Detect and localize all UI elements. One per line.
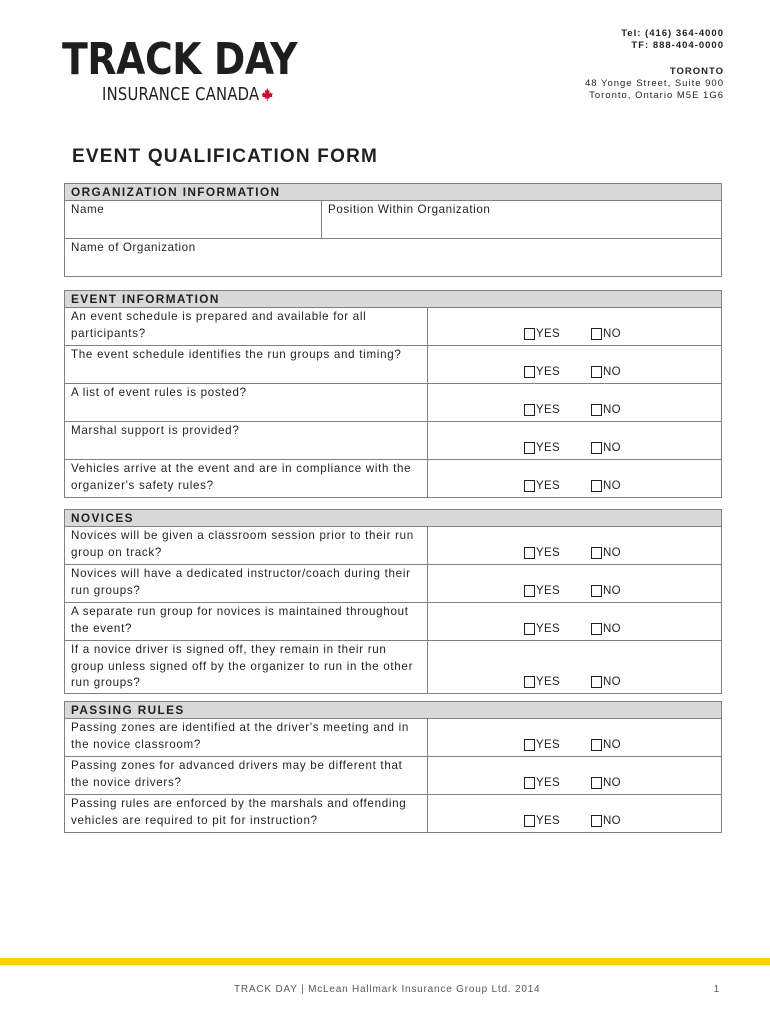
- yes-label: YES: [536, 547, 560, 559]
- phone-number: Tel: (416) 364-4000: [621, 28, 724, 39]
- no-option[interactable]: [591, 777, 621, 789]
- answer-cell: [428, 308, 722, 346]
- answer-cell: [428, 384, 722, 422]
- address-line-2: Toronto, Ontario M5E 1G6: [589, 90, 724, 101]
- answer-cell: [428, 795, 722, 833]
- question-row: [65, 308, 722, 346]
- yes-label: YES: [536, 739, 560, 751]
- yes-option[interactable]: [524, 328, 560, 340]
- no-label: NO: [603, 480, 621, 492]
- yes-checkbox[interactable]: [524, 739, 535, 751]
- yes-option[interactable]: [524, 815, 560, 827]
- no-option[interactable]: [591, 366, 621, 378]
- logo-sub-line: [102, 84, 293, 105]
- no-option[interactable]: [591, 585, 621, 597]
- no-option[interactable]: [591, 739, 621, 751]
- organization-name-label: Name of Organization: [71, 241, 196, 254]
- no-label: NO: [603, 623, 621, 635]
- organization-table: [64, 183, 722, 277]
- position-field[interactable]: [322, 201, 722, 239]
- yes-checkbox[interactable]: [524, 404, 535, 416]
- no-label: NO: [603, 676, 621, 688]
- question-text: Marshal support is provided?: [65, 422, 428, 460]
- yes-checkbox[interactable]: [524, 777, 535, 789]
- answer-cell: [428, 527, 722, 565]
- toll-free-number: TF: 888-404-0000: [631, 40, 724, 51]
- logo-main-text: TRACK DAY: [62, 34, 298, 85]
- form-title: EVENT QUALIFICATION FORM: [72, 146, 379, 167]
- yes-checkbox[interactable]: [524, 547, 535, 559]
- no-checkbox[interactable]: [591, 404, 602, 416]
- section-heading: PASSING RULES: [65, 702, 722, 719]
- no-option[interactable]: [591, 404, 621, 416]
- question-row: [65, 460, 722, 498]
- name-field[interactable]: [65, 201, 322, 239]
- no-option[interactable]: [591, 328, 621, 340]
- footer-accent-bar: [0, 958, 770, 965]
- no-label: NO: [603, 442, 621, 454]
- yes-option[interactable]: [524, 366, 560, 378]
- yes-label: YES: [536, 328, 560, 340]
- section-heading: EVENT INFORMATION: [65, 291, 722, 308]
- question-row: [65, 527, 722, 565]
- no-checkbox[interactable]: [591, 547, 602, 559]
- novices-table: [64, 509, 722, 694]
- yes-option[interactable]: [524, 442, 560, 454]
- question-text: Passing zones for advanced drivers may be different that the novice drivers?: [65, 757, 428, 795]
- question-text: Vehicles arrive at the event and are in compliance with the organizer's safety rules?: [65, 460, 428, 498]
- position-label: Position Within Organization: [328, 203, 491, 216]
- yes-label: YES: [536, 366, 560, 378]
- yes-option[interactable]: [524, 480, 560, 492]
- yes-label: YES: [536, 585, 560, 597]
- question-row: [65, 565, 722, 603]
- yes-label: YES: [536, 442, 560, 454]
- answer-cell: [428, 719, 722, 757]
- yes-label: YES: [536, 777, 560, 789]
- no-option[interactable]: [591, 676, 621, 688]
- logo-sub-text: INSURANCE CANADA: [102, 84, 260, 105]
- question-text: Novices will have a dedicated instructor/coach during their run groups?: [65, 565, 428, 603]
- no-option[interactable]: [591, 547, 621, 559]
- question-row: [65, 719, 722, 757]
- no-label: NO: [603, 739, 621, 751]
- yes-label: YES: [536, 623, 560, 635]
- no-label: NO: [603, 585, 621, 597]
- question-text: An event schedule is prepared and available for all participants?: [65, 308, 428, 346]
- section-heading: NOVICES: [65, 510, 722, 527]
- answer-cell: [428, 422, 722, 460]
- question-row: [65, 346, 722, 384]
- yes-option[interactable]: [524, 676, 560, 688]
- yes-checkbox[interactable]: [524, 585, 535, 597]
- question-text: If a novice driver is signed off, they remain in their run group unless signed off by the organizer to run in the other run groups?: [65, 641, 428, 694]
- no-checkbox[interactable]: [591, 623, 602, 635]
- yes-label: YES: [536, 480, 560, 492]
- yes-option[interactable]: [524, 739, 560, 751]
- no-option[interactable]: [591, 442, 621, 454]
- no-checkbox[interactable]: [591, 815, 602, 827]
- answer-cell: [428, 460, 722, 498]
- question-row: [65, 603, 722, 641]
- name-label: Name: [71, 203, 105, 216]
- event-information-table: [64, 290, 722, 498]
- no-label: NO: [603, 815, 621, 827]
- company-logo: [62, 34, 335, 105]
- no-checkbox[interactable]: [591, 585, 602, 597]
- no-option[interactable]: [591, 480, 621, 492]
- no-label: NO: [603, 366, 621, 378]
- question-row: [65, 384, 722, 422]
- question-text: Passing zones are identified at the driver's meeting and in the novice classroom?: [65, 719, 428, 757]
- yes-option[interactable]: [524, 777, 560, 789]
- no-label: NO: [603, 404, 621, 416]
- maple-leaf-icon: [261, 87, 273, 102]
- address-line-1: 48 Yonge Street, Suite 900: [584, 78, 724, 89]
- question-text: Passing rules are enforced by the marshals and offending vehicles are required to pit for instruction?: [65, 795, 428, 833]
- question-text: A list of event rules is posted?: [65, 384, 428, 422]
- footer-company: TRACK DAY | McLean Hallmark Insurance Group Ltd. 2014: [234, 984, 541, 995]
- question-row: [65, 795, 722, 833]
- contact-info: [585, 28, 724, 102]
- yes-option[interactable]: [524, 623, 560, 635]
- no-checkbox[interactable]: [591, 777, 602, 789]
- no-checkbox[interactable]: [591, 328, 602, 340]
- no-checkbox[interactable]: [591, 480, 602, 492]
- yes-checkbox[interactable]: [524, 815, 535, 827]
- yes-checkbox[interactable]: [524, 366, 535, 378]
- question-text: The event schedule identifies the run groups and timing?: [65, 346, 428, 384]
- yes-option[interactable]: [524, 404, 560, 416]
- city-name: TORONTO: [669, 66, 724, 77]
- yes-option[interactable]: [524, 585, 560, 597]
- no-option[interactable]: [591, 623, 621, 635]
- yes-checkbox[interactable]: [524, 442, 535, 454]
- no-checkbox[interactable]: [591, 676, 602, 688]
- question-row: [65, 757, 722, 795]
- passing-rules-table: [64, 701, 722, 833]
- no-checkbox[interactable]: [591, 739, 602, 751]
- answer-cell: [428, 641, 722, 694]
- yes-checkbox[interactable]: [524, 328, 535, 340]
- no-checkbox[interactable]: [591, 366, 602, 378]
- yes-option[interactable]: [524, 547, 560, 559]
- no-label: NO: [603, 777, 621, 789]
- question-text: Novices will be given a classroom session prior to their run group on track?: [65, 527, 428, 565]
- page-number: 1: [713, 984, 720, 995]
- no-label: NO: [603, 328, 621, 340]
- yes-checkbox[interactable]: [524, 676, 535, 688]
- yes-checkbox[interactable]: [524, 623, 535, 635]
- no-checkbox[interactable]: [591, 442, 602, 454]
- answer-cell: [428, 565, 722, 603]
- section-heading: ORGANIZATION INFORMATION: [65, 184, 722, 201]
- answer-cell: [428, 603, 722, 641]
- question-row: [65, 422, 722, 460]
- organization-name-field[interactable]: [65, 239, 722, 277]
- yes-checkbox[interactable]: [524, 480, 535, 492]
- no-option[interactable]: [591, 815, 621, 827]
- question-text: A separate run group for novices is maintained throughout the event?: [65, 603, 428, 641]
- no-label: NO: [603, 547, 621, 559]
- answer-cell: [428, 757, 722, 795]
- question-row: [65, 641, 722, 694]
- yes-label: YES: [536, 404, 560, 416]
- yes-label: YES: [536, 815, 560, 827]
- yes-label: YES: [536, 676, 560, 688]
- answer-cell: [428, 346, 722, 384]
